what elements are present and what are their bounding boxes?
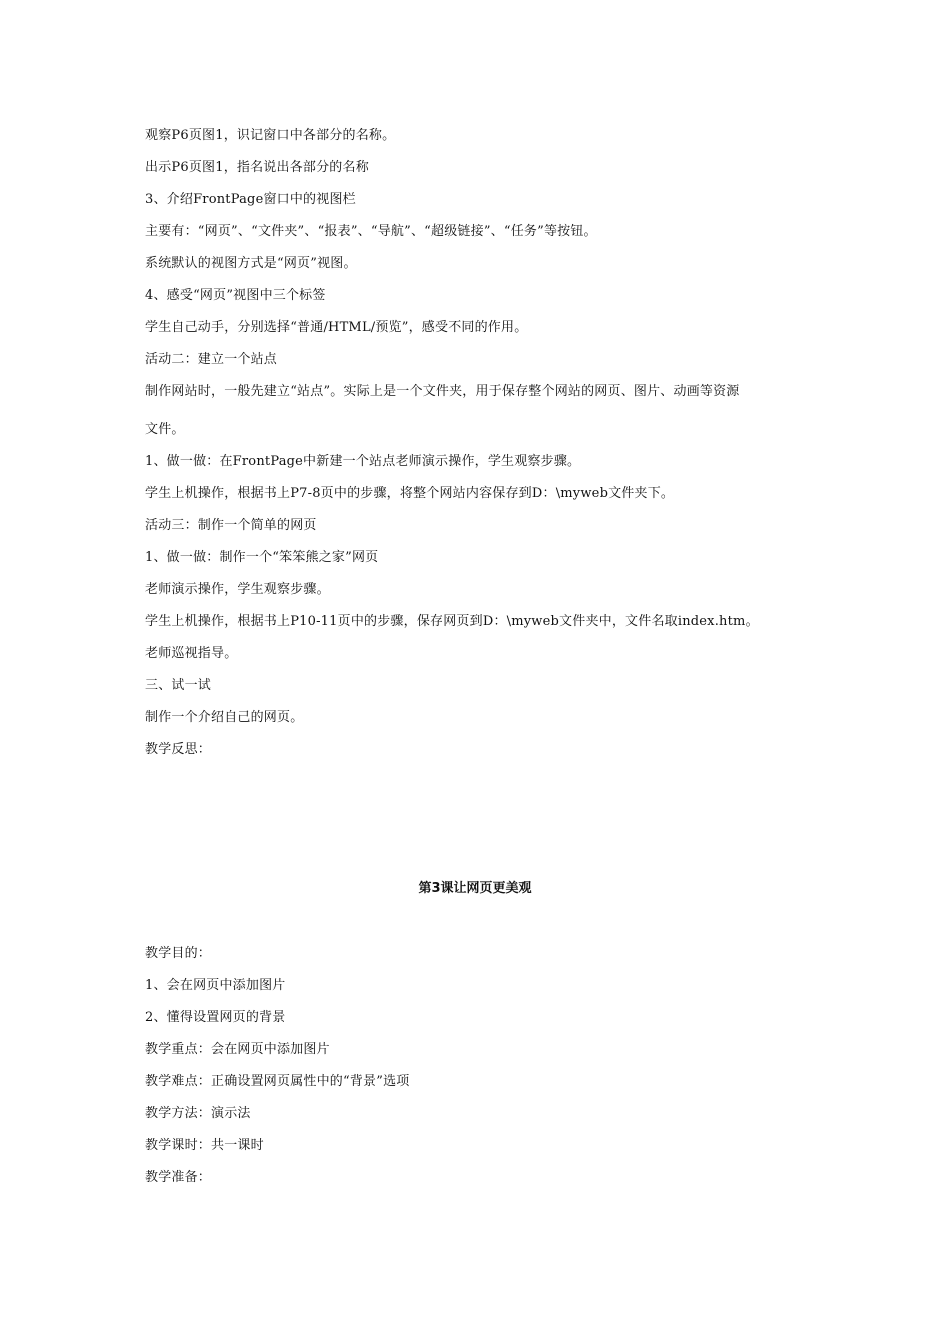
text-line: 文件。 [145,422,185,437]
text-line: 2、懂得设置网页的背景 [145,1010,286,1025]
text-line: 主要有：“网页”、“文件夹”、“报表”、“导航”、“超级链接”、“任务”等按钮。 [145,224,597,239]
text-line: 观察P6页图1，识记窗口中各部分的名称。 [145,128,396,143]
text-line: 1、做一做：制作一个“笨笨熊之家”网页 [145,550,379,565]
text-line: 学生上机操作，根据书上P7-8页中的步骤，将整个网站内容保存到D：\myweb文件夹下。 [145,486,675,501]
text-line: 系统默认的视图方式是“网页”视图。 [145,256,357,271]
text-line: 3、介绍FrontPage窗口中的视图栏 [145,192,356,207]
activity-heading: 活动三：制作一个简单的网页 [145,518,317,533]
text-line: 制作网站时，一般先建立“站点”。实际上是一个文件夹，用于保存整个网站的网页、图片、动画等资源 [145,384,740,399]
text-line: 教学课时：共一课时 [145,1138,264,1153]
text-line: 教学准备： [145,1170,212,1185]
text-line: 制作一个介绍自己的网页。 [145,710,304,725]
text-line: 老师演示操作，学生观察步骤。 [145,582,330,597]
activity-heading: 活动二：建立一个站点 [145,352,278,367]
text-line: 4、感受“网页”视图中三个标签 [145,288,326,303]
text-line: 教学重点：会在网页中添加图片 [145,1042,330,1057]
lesson-title: 第3课让网页更美观 [418,881,532,896]
text-line: 教学难点：正确设置网页属性中的“背景”选项 [145,1074,410,1089]
section-heading: 三、试一试 [145,678,212,693]
text-line: 教学目的： [145,946,212,961]
text-line: 学生上机操作，根据书上P10-11页中的步骤，保存网页到D：\myweb文件夹中，文件名取index.htm。 [145,614,759,629]
text-line: 老师巡视指导。 [145,646,238,661]
text-line: 1、会在网页中添加图片 [145,978,286,993]
text-line: 教学方法：演示法 [145,1106,251,1121]
text-line: 1、做一做：在FrontPage中新建一个站点老师演示操作，学生观察步骤。 [145,454,581,469]
text-line: 学生自己动手，分别选择“普通/HTML/预览”，感受不同的作用。 [145,320,528,335]
text-line: 出示P6页图1，指名说出各部分的名称 [145,160,369,175]
text-line: 教学反思： [145,742,212,757]
